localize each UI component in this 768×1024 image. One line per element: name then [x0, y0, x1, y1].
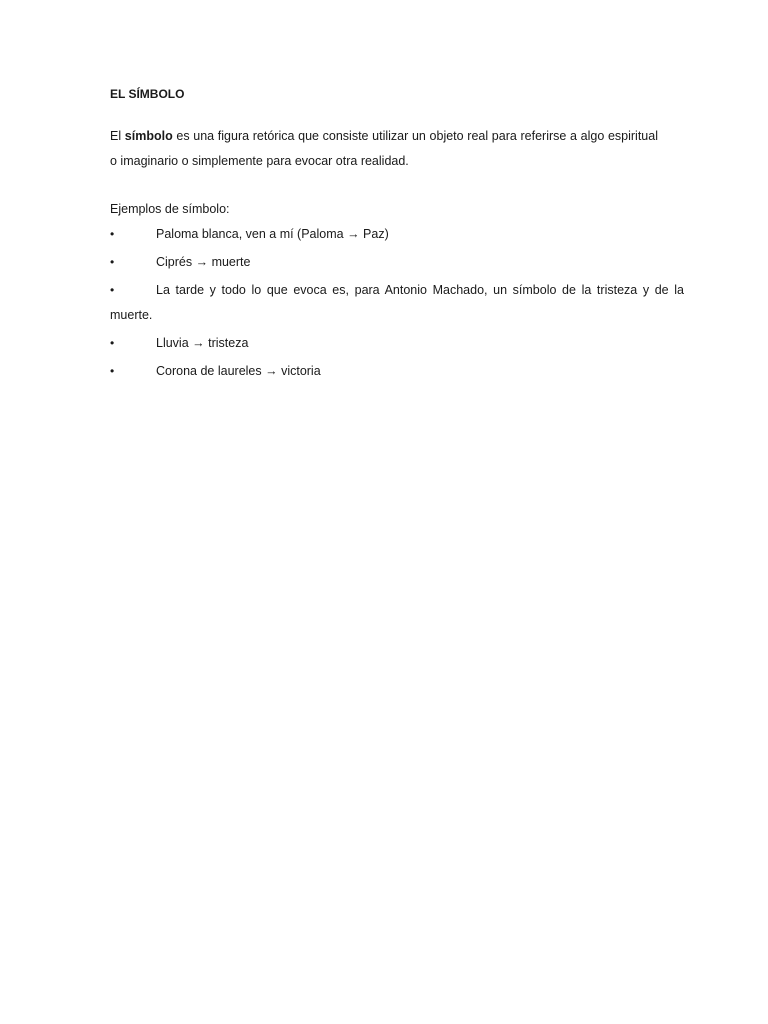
bullet-icon: • — [110, 364, 115, 378]
list-item — [110, 331, 684, 356]
intro-term: símbolo — [124, 129, 173, 143]
bullet-icon: • — [110, 255, 115, 269]
list-item-text: Corona de laureles → victoria — [156, 364, 321, 378]
intro-paragraph — [110, 124, 658, 174]
bullet-icon: • — [110, 336, 115, 350]
list-item — [110, 278, 684, 328]
intro-rest: es una figura retórica que consiste utilizar un objeto real para referirse a algo espiritual o imaginario o simplemente para evocar otra realidad. — [110, 129, 658, 168]
document-body — [110, 86, 684, 387]
examples-list — [110, 222, 684, 384]
examples-heading: Ejemplos de símbolo: — [110, 202, 230, 216]
document-title: EL SÍMBOLO — [110, 87, 185, 101]
list-item-text: Lluvia → tristeza — [156, 336, 249, 350]
list-item-text: La tarde y todo lo que evoca es, para Antonio Machado, un símbolo de la tristeza y de la muerte. — [110, 283, 684, 322]
intro-prefix: El — [110, 129, 125, 143]
bullet-icon: • — [110, 227, 115, 241]
list-item-text: Ciprés → muerte — [156, 255, 251, 269]
list-item — [110, 250, 684, 275]
bullet-icon: • — [110, 283, 115, 297]
list-item — [110, 222, 684, 247]
list-item-text: Paloma blanca, ven a mí (Paloma → Paz) — [156, 227, 389, 241]
list-item — [110, 359, 684, 384]
